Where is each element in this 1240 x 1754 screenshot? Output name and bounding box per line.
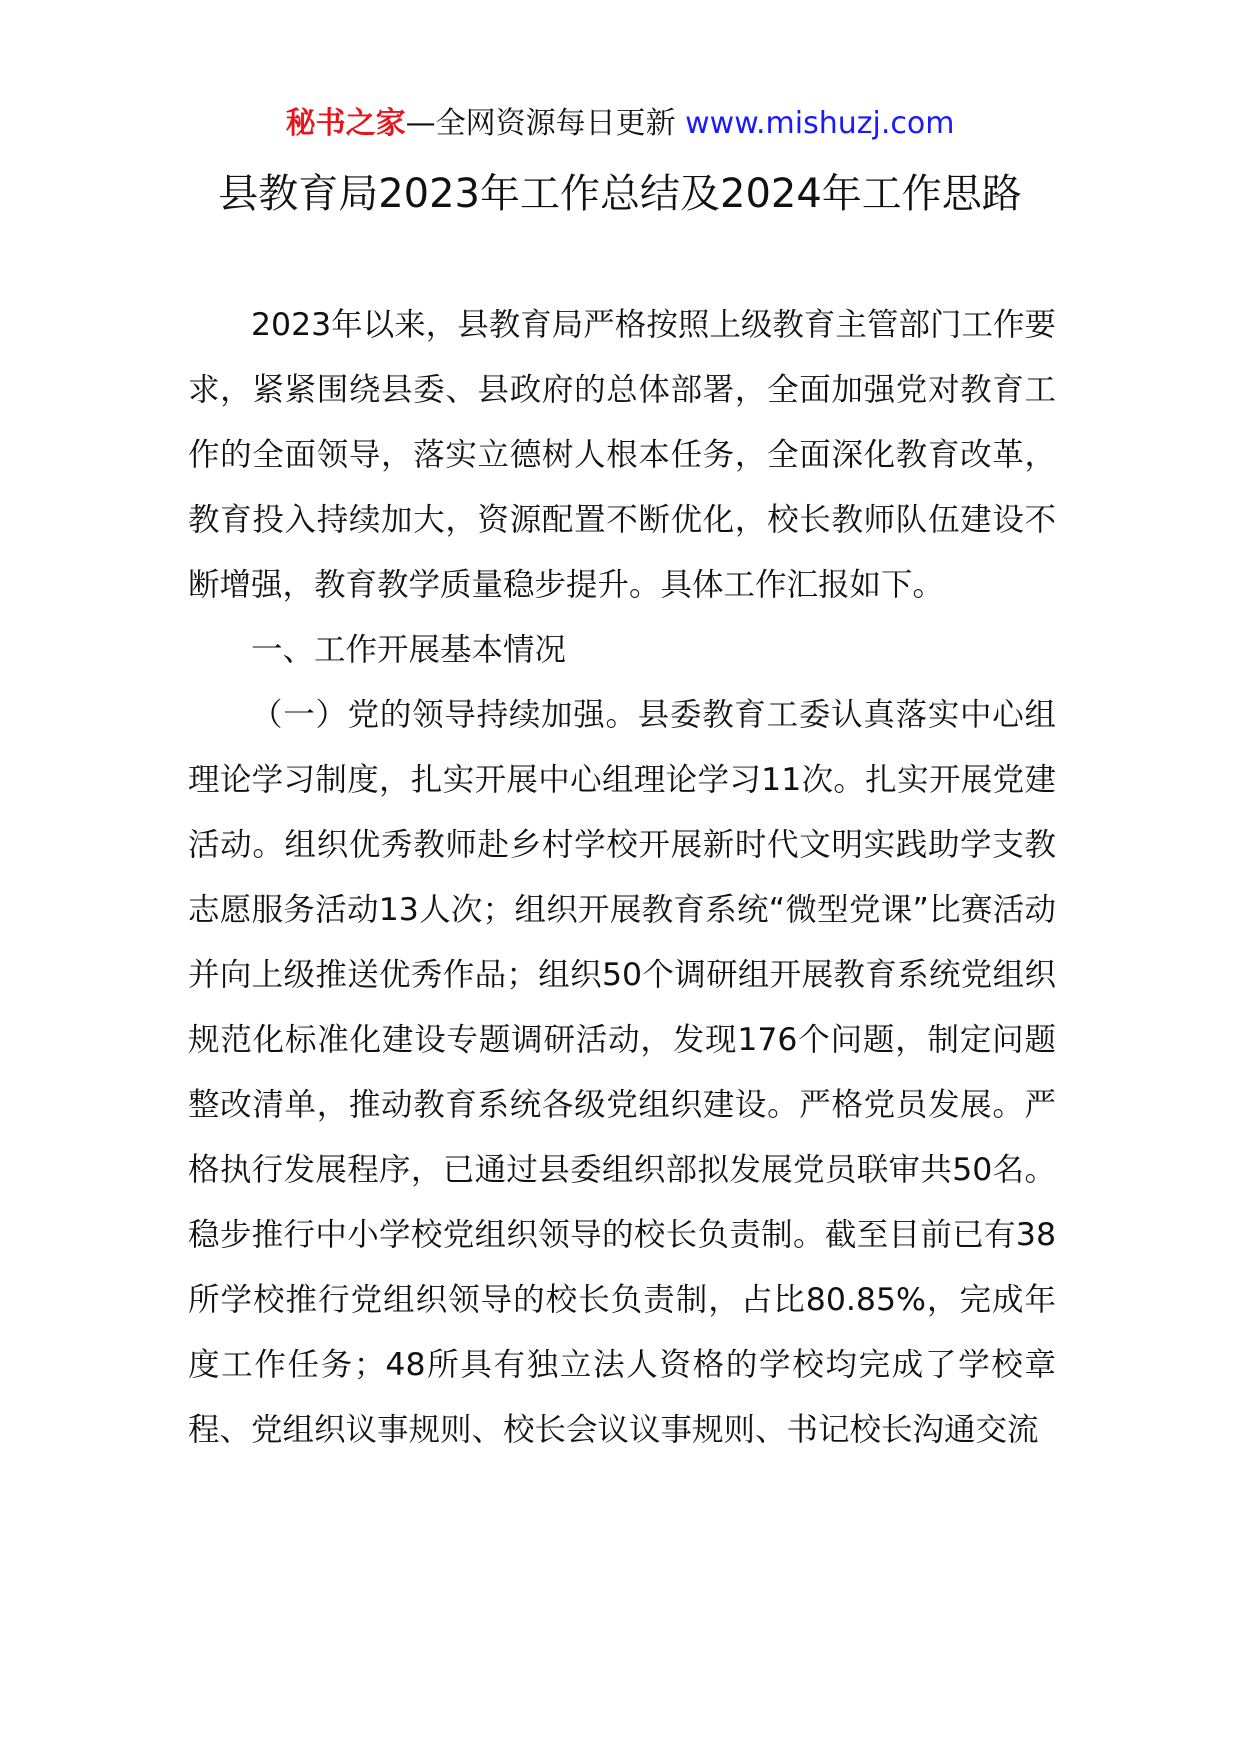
document-body [188, 293, 1056, 1463]
intro-paragraph: 2023年以来，县教育局严格按照上级教育主管部门工作要求，紧紧围绕县委、县政府的总体部署，全面加强党对教育工作的全面领导，落实立德树人根本任务，全面深化教育改革，教育投入持续加大，资源配置不断优化，校长教师队伍建设不断增强，教育教学质量稳步提升。具体工作汇报如下。 [188, 307, 1056, 603]
document-title: 县教育局2023年工作总结及2024年工作思路 [218, 171, 1022, 217]
body-paragraph: （一）党的领导持续加强。县委教育工委认真落实中心组理论学习制度，扎实开展中心组理论学习11次。扎实开展党建活动。组织优秀教师赴乡村学校开展新时代文明实践助学支教志愿服务活动13人次；组织开展教育系统“微型党课”比赛活动并向上级推送优秀作品；组织50个调研组开展教育系统党组织规范化标准化建设专题调研活动，发现176个问题，制定问题整改清单，推动教育系统各级党组织建设。严格党员发展。严格执行发展程序，已通过县委组织部拟发展党员联审共50名。稳步推行中小学校党组织领导的校长负责制。截至目前已有38所学校推行党组织领导的校长负责制，占比80.85%，完成年度工作任务；48所具有独立法人资格的学校均完成了学校章程、党组织议事规则、校长会议议事规则、书记校长沟通交流 [188, 697, 1056, 1448]
site-header [0, 100, 1240, 148]
header-tagline: —全网资源每日更新 [405, 106, 676, 141]
site-url-link[interactable]: www.mishuzj.com [685, 106, 955, 141]
section-heading: 一、工作开展基本情况 [251, 632, 567, 668]
brand-name: 秘书之家 [285, 106, 406, 141]
